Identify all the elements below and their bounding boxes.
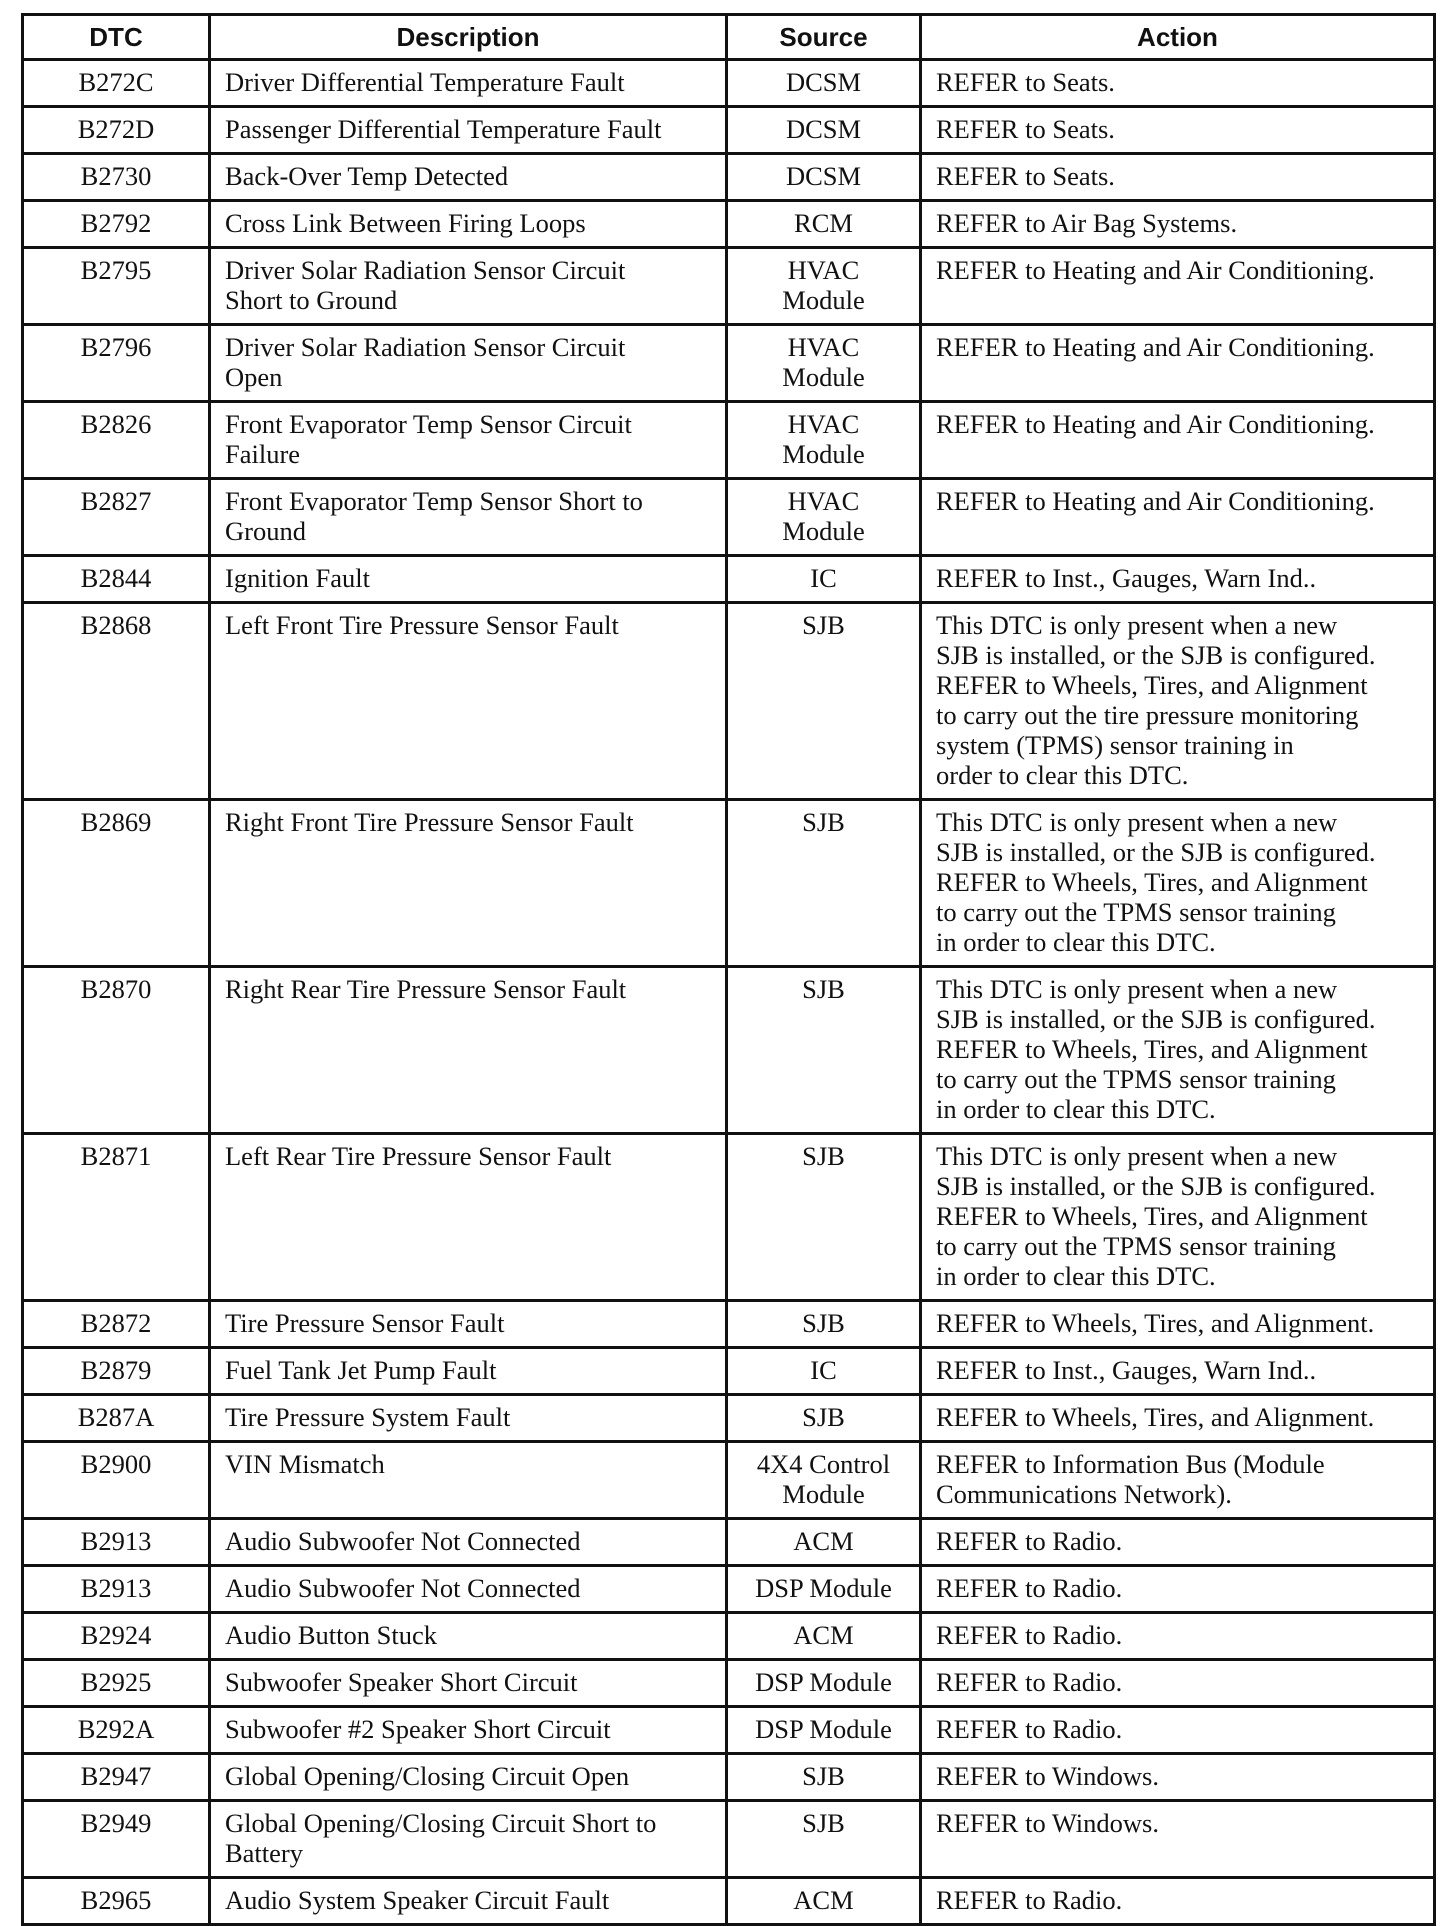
- dtc-cell: B2913: [23, 1566, 210, 1613]
- action-cell: REFER to Seats.: [921, 154, 1435, 201]
- table-row: [23, 325, 1435, 402]
- table-row: [23, 1348, 1435, 1395]
- action-cell: REFER to Heating and Air Conditioning.: [921, 479, 1435, 556]
- dtc-cell: B272C: [23, 60, 210, 107]
- dtc-cell: B2792: [23, 201, 210, 248]
- dtc-cell: B287A: [23, 1395, 210, 1442]
- source-cell: SJB: [727, 603, 921, 800]
- description-cell: Subwoofer Speaker Short Circuit: [210, 1660, 727, 1707]
- dtc-cell: B2796: [23, 325, 210, 402]
- action-cell: This DTC is only present when a new SJB is installed, or the SJB is configured. REFER to Wheels, Tires, and Alignment to carry out the tire pressure monitoring system (TPMS) sensor training in order to clear this DTC.: [921, 603, 1435, 800]
- header-action: Action: [921, 15, 1435, 60]
- dtc-cell: B2872: [23, 1301, 210, 1348]
- dtc-cell: B2868: [23, 603, 210, 800]
- source-cell: SJB: [727, 800, 921, 967]
- dtc-cell: B2827: [23, 479, 210, 556]
- table-row: [23, 154, 1435, 201]
- source-cell: SJB: [727, 1301, 921, 1348]
- description-cell: Driver Differential Temperature Fault: [210, 60, 727, 107]
- table-row: [23, 201, 1435, 248]
- dtc-table: [21, 13, 1436, 1926]
- source-cell: DSP Module: [727, 1566, 921, 1613]
- dtc-cell: B2879: [23, 1348, 210, 1395]
- action-cell: REFER to Windows.: [921, 1801, 1435, 1878]
- action-cell: This DTC is only present when a new SJB is installed, or the SJB is configured. REFER to Wheels, Tires, and Alignment to carry out the TPMS sensor training in order to clear this DTC.: [921, 1134, 1435, 1301]
- description-cell: Back-Over Temp Detected: [210, 154, 727, 201]
- table-row: [23, 1707, 1435, 1754]
- source-cell: SJB: [727, 1801, 921, 1878]
- dtc-cell: B292A: [23, 1707, 210, 1754]
- action-cell: REFER to Radio.: [921, 1613, 1435, 1660]
- description-cell: Audio Button Stuck: [210, 1613, 727, 1660]
- description-cell: Front Evaporator Temp Sensor Short to Ground: [210, 479, 727, 556]
- action-cell: REFER to Seats.: [921, 60, 1435, 107]
- description-cell: Fuel Tank Jet Pump Fault: [210, 1348, 727, 1395]
- dtc-cell: B2870: [23, 967, 210, 1134]
- table-row: [23, 60, 1435, 107]
- action-cell: REFER to Information Bus (Module Communications Network).: [921, 1442, 1435, 1519]
- action-cell: REFER to Wheels, Tires, and Alignment.: [921, 1395, 1435, 1442]
- table-row: [23, 1613, 1435, 1660]
- action-cell: REFER to Windows.: [921, 1754, 1435, 1801]
- action-cell: REFER to Radio.: [921, 1566, 1435, 1613]
- source-cell: IC: [727, 1348, 921, 1395]
- description-cell: Audio System Speaker Circuit Fault: [210, 1878, 727, 1925]
- table-row: [23, 967, 1435, 1134]
- source-cell: SJB: [727, 1134, 921, 1301]
- source-cell: SJB: [727, 967, 921, 1134]
- source-cell: RCM: [727, 201, 921, 248]
- table-row: [23, 1301, 1435, 1348]
- source-cell: DCSM: [727, 60, 921, 107]
- description-cell: Right Front Tire Pressure Sensor Fault: [210, 800, 727, 967]
- source-cell: DSP Module: [727, 1707, 921, 1754]
- source-cell: ACM: [727, 1519, 921, 1566]
- description-cell: Driver Solar Radiation Sensor Circuit Open: [210, 325, 727, 402]
- table-body: [23, 60, 1435, 1925]
- dtc-cell: B2913: [23, 1519, 210, 1566]
- table-row: [23, 248, 1435, 325]
- action-cell: REFER to Heating and Air Conditioning.: [921, 402, 1435, 479]
- table-row: [23, 1754, 1435, 1801]
- table-row: [23, 1442, 1435, 1519]
- source-cell: HVAC Module: [727, 248, 921, 325]
- header-dtc: DTC: [23, 15, 210, 60]
- action-cell: REFER to Wheels, Tires, and Alignment.: [921, 1301, 1435, 1348]
- dtc-cell: B2730: [23, 154, 210, 201]
- description-cell: Right Rear Tire Pressure Sensor Fault: [210, 967, 727, 1134]
- table-row: [23, 1134, 1435, 1301]
- source-cell: SJB: [727, 1395, 921, 1442]
- table-row: [23, 1801, 1435, 1878]
- source-cell: DCSM: [727, 154, 921, 201]
- description-cell: Driver Solar Radiation Sensor Circuit Short to Ground: [210, 248, 727, 325]
- dtc-cell: B2900: [23, 1442, 210, 1519]
- action-cell: REFER to Heating and Air Conditioning.: [921, 248, 1435, 325]
- action-cell: REFER to Inst., Gauges, Warn Ind..: [921, 556, 1435, 603]
- source-cell: 4X4 Control Module: [727, 1442, 921, 1519]
- action-cell: This DTC is only present when a new SJB is installed, or the SJB is configured. REFER to Wheels, Tires, and Alignment to carry out the TPMS sensor training in order to clear this DTC.: [921, 967, 1435, 1134]
- description-cell: Tire Pressure Sensor Fault: [210, 1301, 727, 1348]
- table-row: [23, 1660, 1435, 1707]
- dtc-cell: B2947: [23, 1754, 210, 1801]
- header-description: Description: [210, 15, 727, 60]
- dtc-cell: B2949: [23, 1801, 210, 1878]
- source-cell: SJB: [727, 1754, 921, 1801]
- source-cell: HVAC Module: [727, 479, 921, 556]
- dtc-cell: B2844: [23, 556, 210, 603]
- source-cell: IC: [727, 556, 921, 603]
- description-cell: Audio Subwoofer Not Connected: [210, 1566, 727, 1613]
- description-cell: Passenger Differential Temperature Fault: [210, 107, 727, 154]
- source-cell: ACM: [727, 1878, 921, 1925]
- dtc-cell: B2871: [23, 1134, 210, 1301]
- description-cell: Ignition Fault: [210, 556, 727, 603]
- dtc-cell: B2924: [23, 1613, 210, 1660]
- action-cell: This DTC is only present when a new SJB is installed, or the SJB is configured. REFER to Wheels, Tires, and Alignment to carry out the TPMS sensor training in order to clear this DTC.: [921, 800, 1435, 967]
- action-cell: REFER to Heating and Air Conditioning.: [921, 325, 1435, 402]
- table-row: [23, 479, 1435, 556]
- description-cell: Global Opening/Closing Circuit Open: [210, 1754, 727, 1801]
- description-cell: Audio Subwoofer Not Connected: [210, 1519, 727, 1566]
- source-cell: ACM: [727, 1613, 921, 1660]
- header-row: [23, 15, 1435, 60]
- source-cell: HVAC Module: [727, 325, 921, 402]
- action-cell: REFER to Seats.: [921, 107, 1435, 154]
- table-row: [23, 1878, 1435, 1925]
- header-source: Source: [727, 15, 921, 60]
- description-cell: VIN Mismatch: [210, 1442, 727, 1519]
- description-cell: Subwoofer #2 Speaker Short Circuit: [210, 1707, 727, 1754]
- description-cell: Tire Pressure System Fault: [210, 1395, 727, 1442]
- source-cell: DCSM: [727, 107, 921, 154]
- dtc-cell: B2826: [23, 402, 210, 479]
- action-cell: REFER to Inst., Gauges, Warn Ind..: [921, 1348, 1435, 1395]
- description-cell: Global Opening/Closing Circuit Short to Battery: [210, 1801, 727, 1878]
- action-cell: REFER to Radio.: [921, 1660, 1435, 1707]
- description-cell: Cross Link Between Firing Loops: [210, 201, 727, 248]
- dtc-cell: B2795: [23, 248, 210, 325]
- action-cell: REFER to Air Bag Systems.: [921, 201, 1435, 248]
- action-cell: REFER to Radio.: [921, 1878, 1435, 1925]
- description-cell: Front Evaporator Temp Sensor Circuit Failure: [210, 402, 727, 479]
- table-row: [23, 1566, 1435, 1613]
- table-row: [23, 1519, 1435, 1566]
- dtc-cell: B2925: [23, 1660, 210, 1707]
- action-cell: REFER to Radio.: [921, 1519, 1435, 1566]
- table-row: [23, 107, 1435, 154]
- action-cell: REFER to Radio.: [921, 1707, 1435, 1754]
- dtc-cell: B272D: [23, 107, 210, 154]
- table-row: [23, 556, 1435, 603]
- dtc-cell: B2965: [23, 1878, 210, 1925]
- table-row: [23, 800, 1435, 967]
- description-cell: Left Rear Tire Pressure Sensor Fault: [210, 1134, 727, 1301]
- source-cell: DSP Module: [727, 1660, 921, 1707]
- source-cell: HVAC Module: [727, 402, 921, 479]
- table-row: [23, 603, 1435, 800]
- description-cell: Left Front Tire Pressure Sensor Fault: [210, 603, 727, 800]
- table-row: [23, 402, 1435, 479]
- table-row: [23, 1395, 1435, 1442]
- dtc-cell: B2869: [23, 800, 210, 967]
